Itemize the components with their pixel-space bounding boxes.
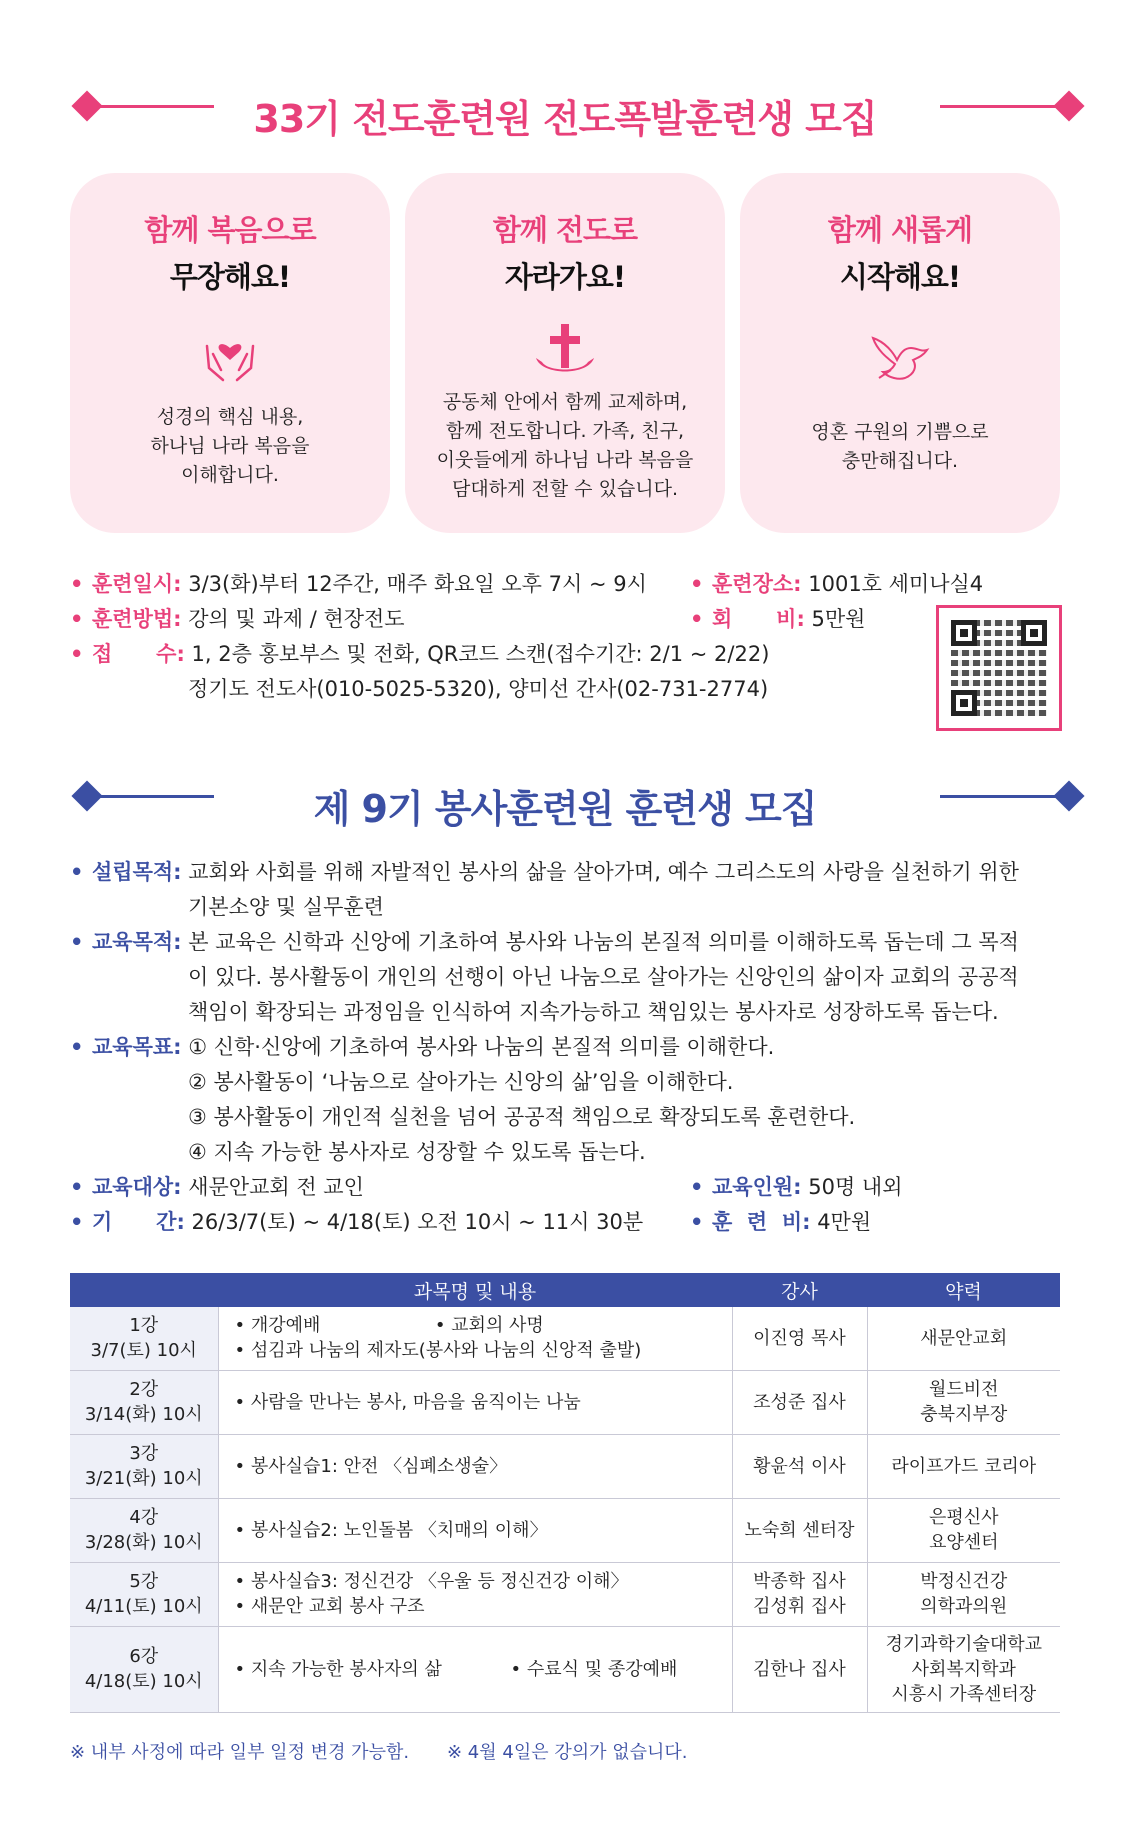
goal-item: ③ 봉사활동이 개인적 실천을 넘어 공공적 책임으로 확장되도록 훈련한다. xyxy=(188,1105,856,1129)
lecture-date: 3/21(화) 10시 xyxy=(84,1468,203,1489)
period-label: 기 간: xyxy=(92,1210,185,1234)
heart-hands-icon xyxy=(195,318,265,388)
fee-label: 훈 련 비: xyxy=(712,1210,811,1234)
edu-purpose-label: 교육목적: xyxy=(92,930,182,954)
card-desc-line: 이해합니다. xyxy=(181,464,279,486)
card-subheading: 무장해요! xyxy=(169,260,291,294)
purpose-label: 설립목적: xyxy=(92,860,182,884)
info-label: 회 비: xyxy=(712,607,805,631)
table-row xyxy=(70,1562,1060,1626)
edu-purpose-text: 이 있다. 봉사활동이 개인의 선행이 아닌 나눔으로 살아가는 신앙인의 삶이자 교회의 공공적 xyxy=(188,965,1019,989)
lecture-number: 2강 xyxy=(129,1379,159,1400)
count-label: 교육인원: xyxy=(712,1175,802,1199)
bio: 라이프가드 코리아 xyxy=(867,1434,1060,1498)
card-heading: 함께 전도로 xyxy=(492,213,638,247)
lecture-content: • 섬김과 나눔의 제자도(봉사와 나눔의 신앙적 출발) xyxy=(234,1340,642,1362)
card-heading: 함께 복음으로 xyxy=(144,213,316,247)
lecture-content: • 개강예배 • 교회의 사명 xyxy=(234,1315,544,1337)
target-value: 새문안교회 전 교인 xyxy=(188,1175,364,1199)
lecture-date: 4/18(토) 10시 xyxy=(84,1671,203,1692)
count-row: • 교육인원: 50명 내외 xyxy=(690,1175,903,1199)
table-header xyxy=(70,1273,218,1307)
card-gospel xyxy=(70,173,390,533)
card-desc-line: 함께 전도합니다. 가족, 친구, xyxy=(445,420,685,442)
table-row xyxy=(70,1307,1060,1370)
card-heading: 함께 새롭게 xyxy=(827,213,973,247)
info-value: 강의 및 과제 / 현장전도 xyxy=(188,607,405,631)
info-row-registration: • 접 수: 1, 2층 홍보부스 및 전화, QR코드 스캔(접수기간: 2/1 ~ 2/22) xyxy=(70,642,770,666)
bio-line: 사회복지학과 xyxy=(911,1658,1016,1680)
goals-row: • 교육목표: ① 신학·신앙에 기초하여 봉사와 나눔의 본질적 의미를 이해한다. xyxy=(70,1035,775,1059)
lecture-number: 4강 xyxy=(129,1507,159,1528)
table-row xyxy=(70,1498,1060,1562)
schedule-table xyxy=(70,1273,1060,1713)
card-renewal xyxy=(740,173,1060,533)
bio: 새문안교회 xyxy=(867,1307,1060,1370)
lecture-date: 4/11(토) 10시 xyxy=(84,1596,203,1617)
lecture-date: 3/7(토) 10시 xyxy=(90,1340,197,1362)
table-row xyxy=(70,1434,1060,1498)
lecture-date: 3/28(화) 10시 xyxy=(84,1532,203,1553)
table-header: 약력 xyxy=(867,1273,1060,1307)
bio-line: 시흥시 가족센터장 xyxy=(891,1683,1037,1705)
teacher: 조성준 집사 xyxy=(732,1370,867,1434)
card-subheading: 시작해요! xyxy=(839,260,961,294)
lecture-date: 3/14(화) 10시 xyxy=(84,1404,203,1425)
teacher: 이진영 목사 xyxy=(732,1307,867,1370)
lecture-number: 1강 xyxy=(129,1315,159,1337)
card-desc-line: 충만해집니다. xyxy=(841,450,959,472)
lecture-content: • 봉사실습3: 정신건강 〈우울 등 정신건강 이해〉 xyxy=(234,1571,629,1592)
goals-label: 교육목표: xyxy=(92,1035,182,1059)
period-row: • 기 간: 26/3/7(토) ~ 4/18(토) 오전 10시 ~ 11시 30분 xyxy=(70,1210,644,1234)
target-label: 교육대상: xyxy=(92,1175,182,1199)
goal-item: ④ 지속 가능한 봉사자로 성장할 수 있도록 돕는다. xyxy=(188,1140,646,1164)
purpose-text: 기본소양 및 실무훈련 xyxy=(188,895,384,919)
section1-title: 33기 전도훈련원 전도폭발훈련생 모집 xyxy=(253,97,877,141)
right-decoration xyxy=(940,782,1090,810)
edu-purpose-text: 책임이 확장되는 과정임을 인식하여 지속가능하고 책임있는 봉사자로 성장하도록 돕는다. xyxy=(188,1000,999,1024)
card-desc-line: 성경의 핵심 내용, xyxy=(156,406,304,428)
goal-item: ① 신학·신앙에 기초하여 봉사와 나눔의 본질적 의미를 이해한다. xyxy=(188,1035,775,1059)
goal-item: ② 봉사활동이 ‘나눔으로 살아가는 신앙의 삶’임을 이해한다. xyxy=(188,1070,734,1094)
table-header: 강사 xyxy=(732,1273,867,1307)
info-row-fee: • 회 비: 5만원 xyxy=(690,607,866,631)
purpose-row: • 설립목적: 교회와 사회를 위해 자발적인 봉사의 삶을 살아가며, 예수 그리스도의 사랑을 실천하기 위한 xyxy=(70,860,1019,884)
card-desc-line: 공동체 안에서 함께 교제하며, xyxy=(442,391,688,413)
lecture-number: 6강 xyxy=(129,1646,159,1667)
lecture-content: • 지속 가능한 봉사자의 삶 • 수료식 및 종강예배 xyxy=(234,1658,678,1680)
qr-code[interactable] xyxy=(936,605,1062,731)
bio-line: 의학과의원 xyxy=(920,1596,1008,1617)
info-label: 훈련장소: xyxy=(712,572,802,596)
table-header: 과목명 및 내용 xyxy=(218,1273,732,1307)
target-row: • 교육대상: 새문안교회 전 교인 xyxy=(70,1175,364,1199)
bio-line: 박정신건강 xyxy=(920,1571,1008,1592)
info-value: 5만원 xyxy=(811,607,866,631)
lecture-content: • 봉사실습1: 안전 〈심폐소생술〉 xyxy=(234,1455,508,1477)
card-desc-line: 영혼 구원의 기쁨으로 xyxy=(811,421,989,443)
edu-purpose-text: 본 교육은 신학과 신앙에 기초하여 봉사와 나눔의 본질적 의미를 이해하도록 돕는데 그 목적 xyxy=(188,930,1019,954)
fee-row: • 훈 련 비: 4만원 xyxy=(690,1210,872,1234)
edu-purpose-row: • 교육목적: 본 교육은 신학과 신앙에 기초하여 봉사와 나눔의 본질적 의미를 이해하도록 돕는데 그 목적 xyxy=(70,930,1019,954)
info-contact: 정기도 전도사(010-5025-5320), 양미선 간사(02-731-2774) xyxy=(188,677,769,701)
teacher: 김한나 집사 xyxy=(732,1626,867,1712)
card-desc-line: 담대하게 전할 수 있습니다. xyxy=(451,478,679,500)
info-label: 훈련일시: xyxy=(92,572,182,596)
lecture-content: • 봉사실습2: 노인돌봄 〈치매의 이해〉 xyxy=(234,1519,548,1541)
lecture-number: 5강 xyxy=(129,1571,159,1592)
info-value: 1, 2층 홍보부스 및 전화, QR코드 스캔(접수기간: 2/1 ~ 2/22) xyxy=(191,642,770,666)
dove-icon xyxy=(865,318,935,388)
footnote: ※ 내부 사정에 따라 일부 일정 변경 가능함. xyxy=(70,1742,410,1763)
fee-value: 4만원 xyxy=(817,1210,872,1234)
bio-line: 은평신사 xyxy=(928,1507,999,1528)
info-label: 훈련방법: xyxy=(92,607,182,631)
cross-anchor-icon xyxy=(530,318,600,388)
bio-line: 충북지부장 xyxy=(920,1404,1008,1425)
card-desc-line: 하나님 나라 복음을 xyxy=(150,435,310,457)
bio-line: 월드비전 xyxy=(928,1379,999,1400)
lecture-content: • 새문안 교회 봉사 구조 xyxy=(234,1596,425,1617)
info-row-place: • 훈련장소: 1001호 세미나실4 xyxy=(690,572,984,596)
footnote: ※ 4월 4일은 강의가 없습니다. xyxy=(447,1742,688,1763)
lecture-content: • 사람을 만나는 봉사, 마음을 움직이는 나눔 xyxy=(234,1391,581,1413)
info-label: 접 수: xyxy=(92,642,185,666)
lecture-number: 3강 xyxy=(129,1443,159,1464)
teacher: 박종학 집사 xyxy=(753,1571,846,1592)
right-decoration xyxy=(940,92,1090,120)
purpose-text: 교회와 사회를 위해 자발적인 봉사의 삶을 살아가며, 예수 그리스도의 사랑을 실천하기 위한 xyxy=(188,860,1019,884)
card-subheading: 자라가요! xyxy=(504,260,626,294)
period-value: 26/3/7(토) ~ 4/18(토) 오전 10시 ~ 11시 30분 xyxy=(191,1210,644,1234)
card-desc-line: 이웃들에게 하나님 나라 복음을 xyxy=(436,449,694,471)
info-value: 1001호 세미나실4 xyxy=(808,572,984,596)
teacher: 황윤석 이사 xyxy=(732,1434,867,1498)
info-value: 3/3(화)부터 12주간, 매주 화요일 오후 7시 ~ 9시 xyxy=(188,572,647,596)
bio-line: 요양센터 xyxy=(928,1532,999,1553)
table-header-row xyxy=(70,1273,1060,1307)
info-row-date: • 훈련일시: 3/3(화)부터 12주간, 매주 화요일 오후 7시 ~ 9시 xyxy=(70,572,647,596)
info-row-method: • 훈련방법: 강의 및 과제 / 현장전도 xyxy=(70,607,405,631)
table-row xyxy=(70,1370,1060,1434)
bio-line: 경기과학기술대학교 xyxy=(885,1633,1042,1655)
section2-title: 제 9기 봉사훈련원 훈련생 모집 xyxy=(313,787,817,831)
teacher: 김성휘 집사 xyxy=(753,1596,846,1617)
teacher: 노숙희 센터장 xyxy=(732,1498,867,1562)
table-row xyxy=(70,1626,1060,1712)
card-evangelism xyxy=(405,173,725,533)
count-value: 50명 내외 xyxy=(808,1175,903,1199)
